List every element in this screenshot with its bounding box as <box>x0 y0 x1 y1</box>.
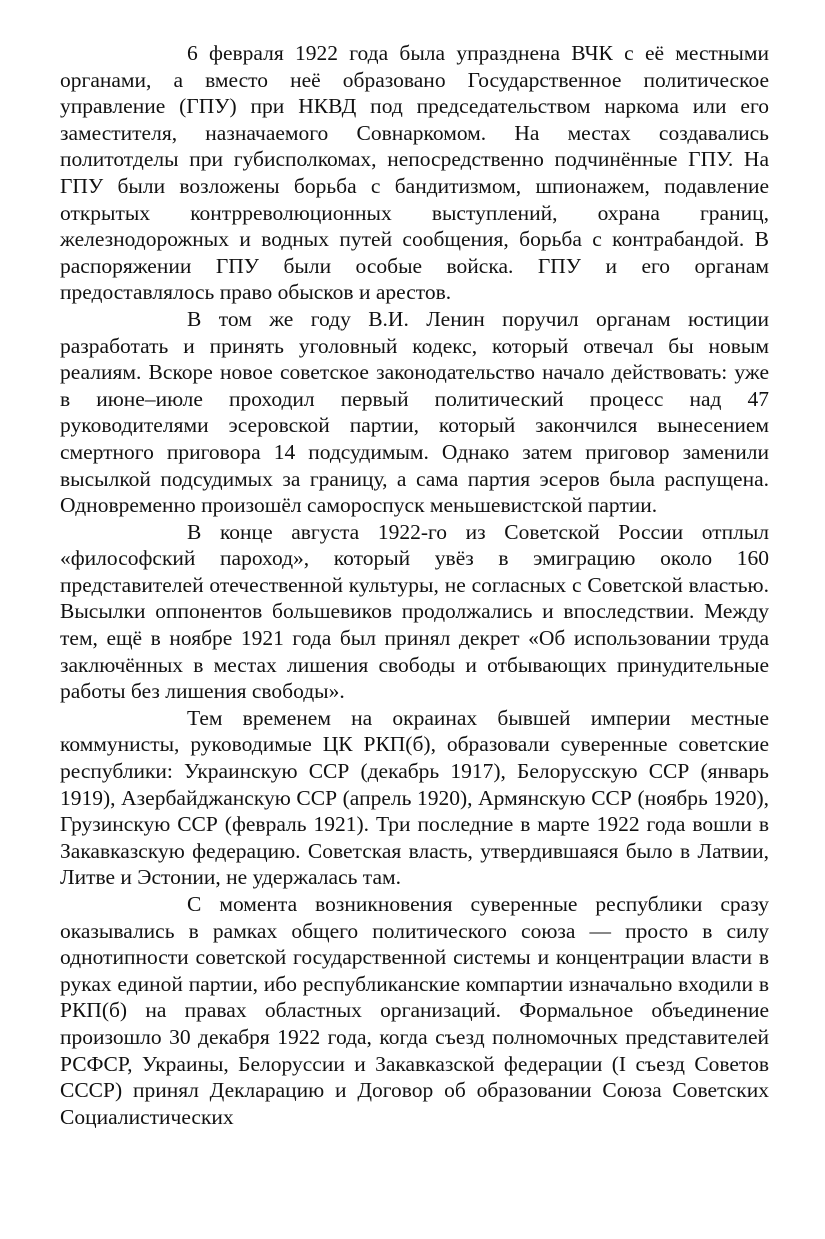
paragraph-soviet-republics: Тем временем на окраинах бывшей империи местные коммунисты, руководимые ЦК РКП(б), образовали суверенные советские республики: Украинскую ССР (декабрь 1917), Белорусскую ССР (январь 1919), Азербайджанскую ССР (апрель 1920), Армянскую ССР (ноябрь 1920), Грузинскую ССР (февраль 1921). Три последние в марте 1922 года вошли в Закавказскую федерацию. Советская власть, утвердившаяся было в Латвии, Литве и Эстонии, не удержалась там. <box>60 705 769 890</box>
paragraph-criminal-code: В том же году В.И. Ленин поручил органам юстиции разработать и принять уголовный кодекс, который отвечал бы новым реалиям. Вскоре новое советское законодательство начало действовать: уже в июне–июле проходил первый политический процесс над 47 руководителями эсеровской партии, который закончился вынесением смертного приговора 14 подсудимым. Однако затем приговор заменили высылкой подсудимых за границу, а сама партия эсеров была распущена. Одновременно произошёл самороспуск меньшевистской партии. <box>60 306 769 518</box>
document-page <box>60 40 769 1130</box>
paragraph-philosophers-ship: В конце августа 1922-го из Советской России отплыл «философский пароход», который увёз в эмиграцию около 160 представителей отечественной культуры, не согласных с Советской властью. Высылки оппонентов большевиков продолжались и впоследствии. Между тем, ещё в ноябре 1921 года был принял декрет «Об использовании труда заключённых в местах лишения свободы и отбывающих принудительные работы без лишения свободы». <box>60 519 769 704</box>
paragraph-gpu: 6 февраля 1922 года была упразднена ВЧК с её местными органами, а вместо неё образовано Государственное политическое управление (ГПУ) при НКВД под председательством наркома или его заместителя, назначаемого Совнаркомом. На местах создавались политотделы при губисполкомах, непосредственно подчинённые ГПУ. На ГПУ были возложены борьба с бандитизмом, шпионажем, подавление открытых контрреволюционных выступлений, охрана границ, железнодорожных и водных путей сообщения, борьба с контрабандой. В распоряжении ГПУ были особые войска. ГПУ и его органам предоставлялось право обысков и арестов. <box>60 41 769 305</box>
paragraph-ussr-formation: С момента возникновения суверенные республики сразу оказывались в рамках общего политического союза — просто в силу однотипности советской государственной системы и концентрации власти в руках единой партии, ибо республиканские компартии изначально входили в РКП(б) на правах областных организаций. Формальное объединение произошло 30 декабря 1922 года, когда съезд полномочных представителей РСФСР, Украины, Белоруссии и Закавказской федерации (I съезд Советов СССР) принял Декларацию и Договор об образовании Союза Советских Социалистических <box>60 892 769 1129</box>
